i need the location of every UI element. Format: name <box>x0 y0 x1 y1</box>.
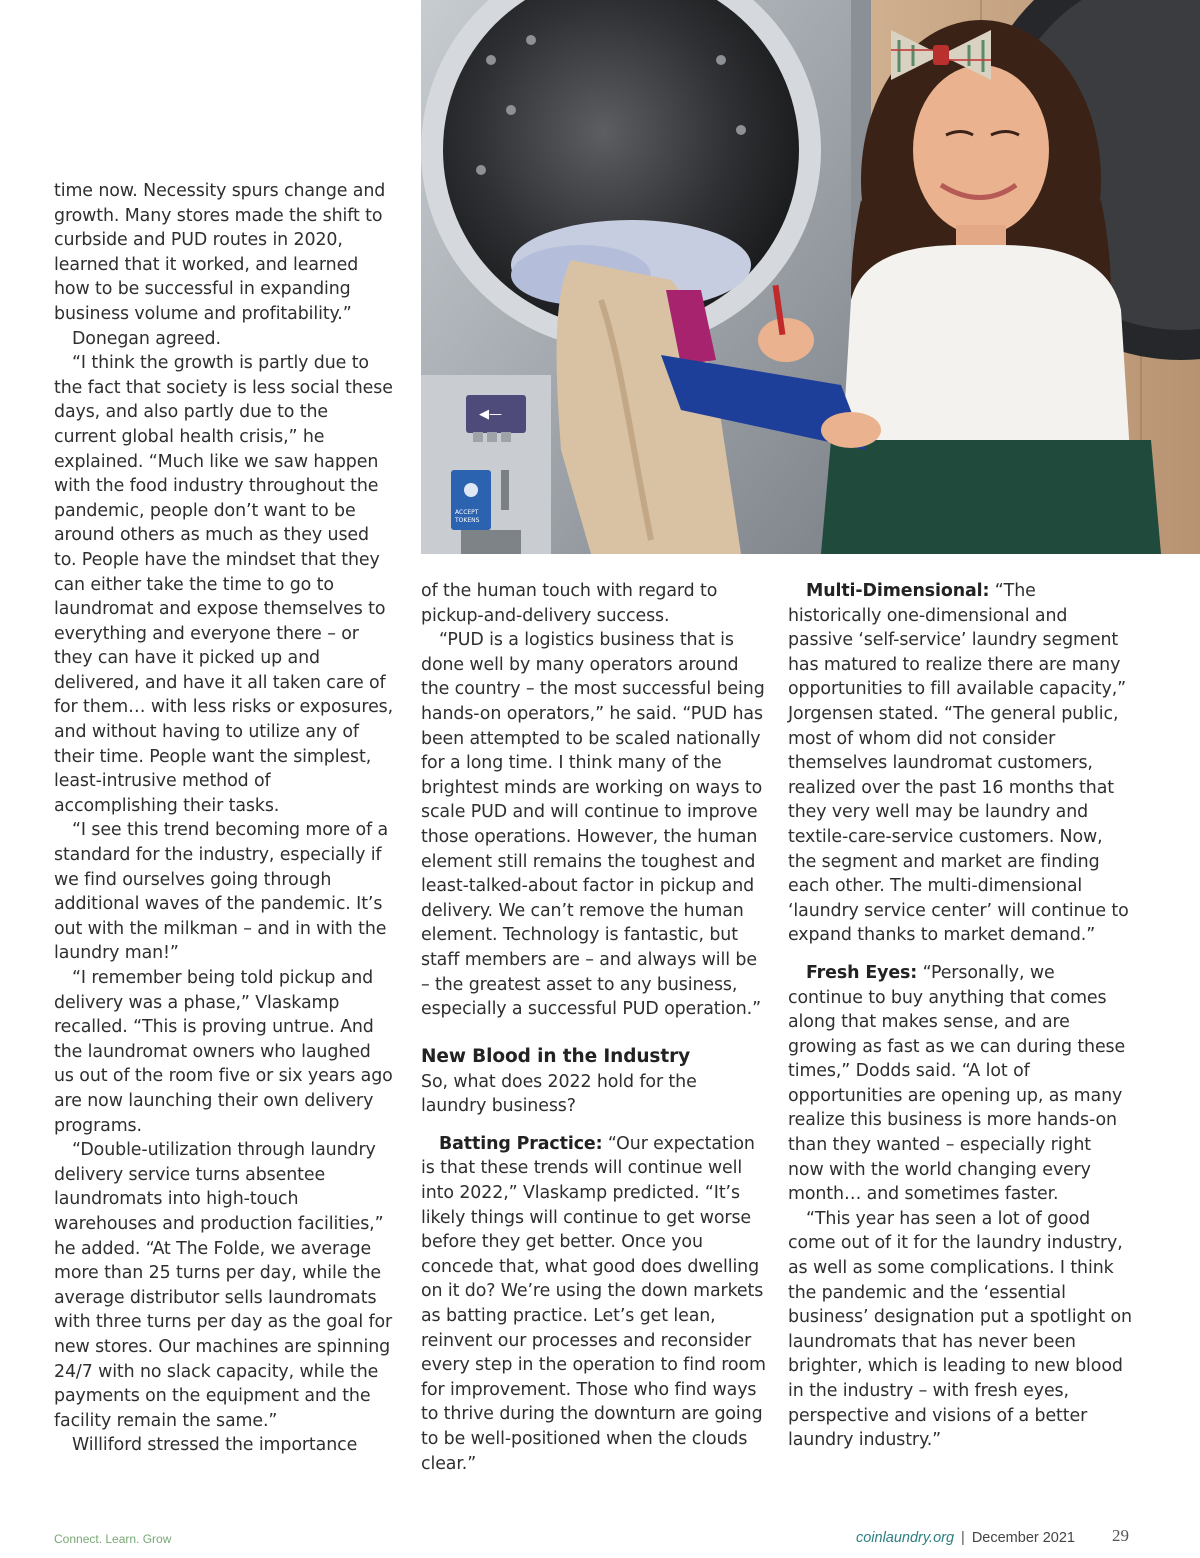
multi-dimensional-lead: Multi-Dimensional: <box>806 581 990 601</box>
col2-paragraph-3: So, what does 2022 hold for the laundry business? <box>421 1071 697 1117</box>
footer-date: December 2021 <box>971 1530 1075 1546</box>
col2-paragraph-2: “PUD is a logistics business that is done well by many operators around the country – the most successful being hands-on operators,” he said. “PUD has been attempted to be scaled nationally for a long time. I think many of the brightest minds are working on ways to scale PUD and will continue to improve those operations. However, the human element still remains the toughest and least-talked-about factor in pickup and delivery. We can’t remove the human element. Technology is fantastic, but staff members are – and always will be – the greatest asset to any business, especially a successful PUD operation.” <box>421 630 765 1020</box>
col1-paragraph-6: “Double-utilization through laundry delivery service turns absentee laundromats into high-touch warehouses and production facilities,” he added. “At The Folde, we average more than 25 turns per day, while the average distributor sells laundromats with three turns per day as the goal for new stores. Our machines are spinning 24/7 with no slack capacity, while the payments on the equipment and the facility remain the same.” <box>54 1140 393 1431</box>
col1-paragraph-5: “I remember being told pickup and delivery was a phase,” Vlaskamp recalled. “This is proving untrue. And the laundromat owners who laughed us out of the room five or six years ago are now launching their own delivery programs. <box>54 968 393 1136</box>
col1-paragraph-2: Donegan agreed. <box>72 328 221 349</box>
col3-paragraph-2 <box>788 961 1132 1207</box>
batting-practice-lead: Batting Practice: <box>439 1133 603 1154</box>
multi-dimensional-text: “The historically one-dimensional and passive ‘self-service’ laundry segment has matured to realize there are many opportunities to fill available capacity,” Jorgensen stated. “The general public, most of whom did not consider themselves laundromat customers, realized over the past 16 months that they very well may be laundry and textile-care-service customers. Now, the segment and market are finding each other. The multi-dimensional ‘laundry service center’ will continue to expand thanks to market demand.” <box>788 581 1129 946</box>
col3-paragraph-3: “This year has seen a lot of good come out of it for the laundry industry, as well as some complications. I think the pandemic and the ‘essential business’ designation put a spotlight on laundromats that has never been brighter, which is leading to new blood in the industry – with fresh eyes, perspective and visions of a better laundry industry.” <box>788 1208 1132 1451</box>
article-column-1 <box>54 179 394 1458</box>
token-sign-line1: ACCEPT <box>455 509 479 516</box>
fresh-eyes-lead: Fresh Eyes: <box>806 962 918 983</box>
footer-info <box>856 1530 1075 1546</box>
token-sign-line2: TOKENS <box>455 517 480 524</box>
article-column-3 <box>788 579 1132 1453</box>
article-column-2 <box>421 579 767 1476</box>
col2-paragraph-1: of the human touch with regard to pickup-and-delivery success. <box>421 581 718 626</box>
footer-separator: | <box>961 1530 965 1546</box>
section-heading: New Blood in the Industry <box>421 1045 691 1067</box>
page-number: 29 <box>1112 1526 1129 1545</box>
col1-paragraph-3: “I think the growth is partly due to the fact that society is less social these days, and also partly due to the current global health crisis,” he explained. “Much like we saw happen with the food industry throughout the pandemic, people don’t want to be around others as much as they used to. People have the mindset that they can either take the time to go to laundromat and expose themselves to everything and everyone there – or they can have it picked up and delivered, and have it all taken care of for them… with less risks or exposures, and without having to utilize any of their time. People want the simplest, least-intrusive method of accomplishing their tasks. <box>54 353 394 816</box>
col2-paragraph-4 <box>421 1132 767 1476</box>
col1-paragraph-1: time now. Necessity spurs change and growth. Many stores made the shift to curbside and PUD routes in 2020, learned that it worked, and learned how to be successful in expanding business volume and profitability.” <box>54 181 386 324</box>
col1-paragraph-4: “I see this trend becoming more of a standard for the industry, especially if we find ourselves going through additional waves of the pandemic. It’s out with the milkman – and in with the laundry man!” <box>54 820 389 964</box>
article-photo <box>421 0 1200 554</box>
col3-paragraph-1 <box>788 579 1132 948</box>
footer-tagline: Connect. Learn. Grow <box>54 1532 172 1546</box>
batting-practice-text: “Our expectation is that these trends will continue well into 2022,” Vlaskamp predicted. “It’s likely things will continue to get worse before they get better. Once you concede that, what good does dwelling on it do? We’re using the down markets as batting practice. Let’s get lean, reinvent our processes and reconsider every step in the operation to find room for improvement. Those who find ways to thrive during the downturn are going to be well-positioned when the clouds clear.” <box>421 1133 766 1474</box>
col1-paragraph-7: Williford stressed the importance <box>72 1435 358 1456</box>
footer-site-link[interactable]: coinlaundry.org <box>855 1530 955 1546</box>
control-display-text: ◀— <box>479 407 502 422</box>
fresh-eyes-text: “Personally, we continue to buy anything that comes along that makes sense, and are growing as fast as we can during these times,” Dodds said. “A lot of opportunities are opening up, as many realize this business is more hands-on than they wanted – especially right now with the world changing every month… and sometimes faster. <box>788 962 1126 1205</box>
